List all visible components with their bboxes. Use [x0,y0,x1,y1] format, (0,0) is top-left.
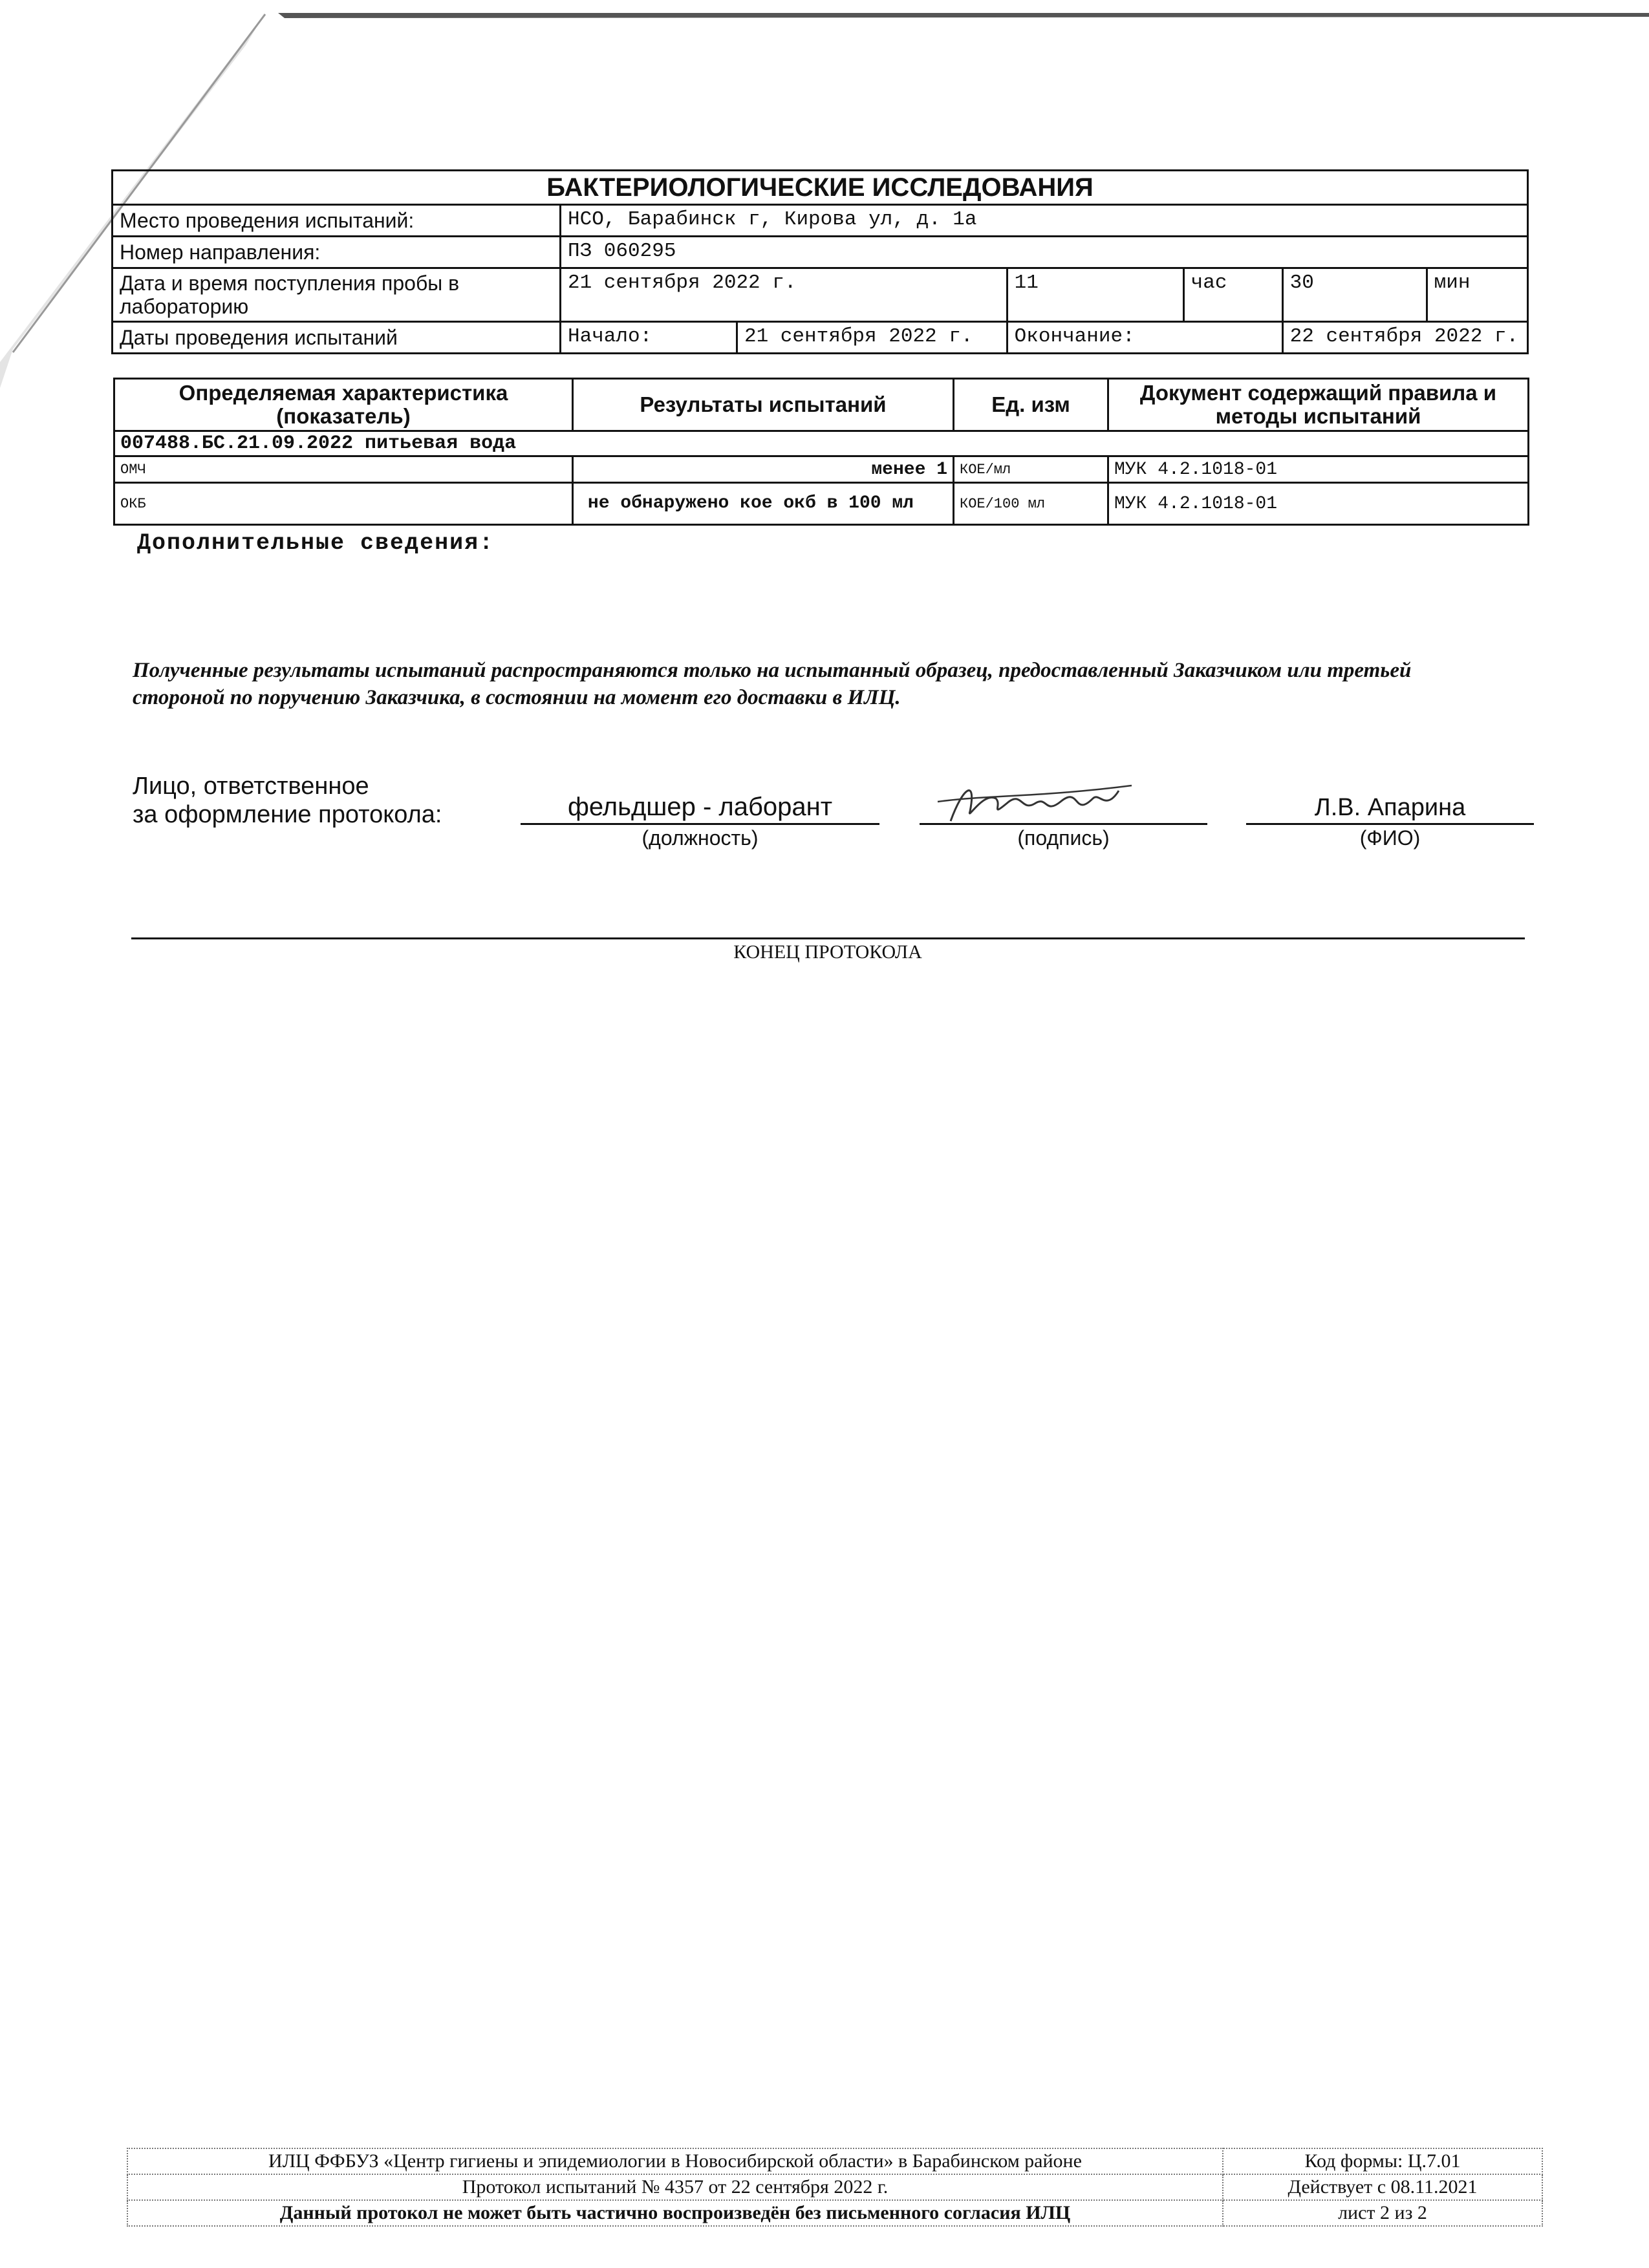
place-value: НСО, Барабинск г, Кирова ул, д. 1а [561,205,1528,237]
disclaimer-text: Полученные результаты испытаний распространяются только на испытанный образец, предоставленный Заказчиком или третьей стороной по поручению Заказчика, в состоянии на момент его доставки в ИЛЦ. [133,659,1412,709]
signature-caption: (подпись) [1017,826,1110,850]
row-result: менее 1 [573,456,954,483]
row-unit: КОЕ/мл [954,456,1108,483]
sample-id: 007488.БС.21.09.2022 питьевая вода [114,431,1529,456]
table-row [114,483,1529,525]
row-name: ОМЧ [114,456,573,483]
footer-protocol: Протокол испытаний № 4357 от 22 сентября 2022 г. [127,2174,1223,2200]
position-line [521,823,879,825]
footer-notice: Данный протокол не может быть частично воспроизведён без письменного согласия ИЛЦ [127,2200,1223,2226]
end-label: Окончание: [1007,322,1282,354]
arrival-label: Дата и время поступления пробы в лабораторию [113,268,561,322]
footer-valid-from: Действует с 08.11.2021 [1223,2174,1542,2200]
footer-form-code: Код формы: Ц.7.01 [1223,2148,1542,2174]
results-table [113,378,1529,526]
section-title: БАКТЕРИОЛОГИЧЕСКИЕ ИССЛЕДОВАНИЯ [113,171,1528,205]
col-document: Документ содержащий правила и методы испытаний [1108,379,1529,431]
end-divider [131,937,1525,939]
footer-page: лист 2 из 2 [1223,2200,1542,2226]
signature-line [920,823,1207,825]
row-result: не обнаружено кое окб в 100 мл [573,483,954,525]
name-line [1246,823,1534,825]
start-label: Начало: [561,322,737,354]
direction-value: ПЗ 060295 [561,237,1528,268]
arrival-hour: 11 [1007,268,1183,322]
col-characteristic: Определяемая характеристика (показатель) [114,379,573,431]
header-info-table [111,169,1529,354]
arrival-min: 30 [1282,268,1427,322]
hour-unit: час [1183,268,1282,322]
name-caption: (ФИО) [1359,826,1421,850]
footer-org: ИЛЦ ФФБУЗ «Центр гигиены и эпидемиологии в Новосибирской области» в Барабинском районе [127,2148,1223,2174]
row-doc: МУК 4.2.1018-01 [1108,483,1529,525]
additional-info-label: Дополнительные сведения: [137,530,495,556]
end-date: 22 сентября 2022 г. [1282,322,1527,354]
responsible-label-line2: за оформление протокола: [133,801,442,828]
table-row [114,456,1529,483]
handwritten-signature [925,773,1145,831]
position-value: фельдшер - лаборант [567,793,833,821]
row-name: ОКБ [114,483,573,525]
responsible-label-line1: Лицо, ответственное [133,773,369,800]
min-unit: мин [1427,268,1527,322]
col-result: Результаты испытаний [573,379,954,431]
end-of-protocol: КОНЕЦ ПРОТОКОЛА [733,941,922,963]
col-unit: Ед. изм [954,379,1108,431]
position-caption: (должность) [641,826,759,850]
row-unit: КОЕ/100 мл [954,483,1108,525]
row-doc: МУК 4.2.1018-01 [1108,456,1529,483]
start-date: 21 сентября 2022 г. [737,322,1008,354]
footer-table [127,2148,1543,2227]
responsible-label [133,772,442,829]
arrival-date: 21 сентября 2022 г. [561,268,1008,322]
place-label: Место проведения испытаний: [113,205,561,237]
name-value: Л.В. Апарина [1314,794,1466,821]
test-dates-label: Даты проведения испытаний [113,322,561,354]
direction-label: Номер направления: [113,237,561,268]
